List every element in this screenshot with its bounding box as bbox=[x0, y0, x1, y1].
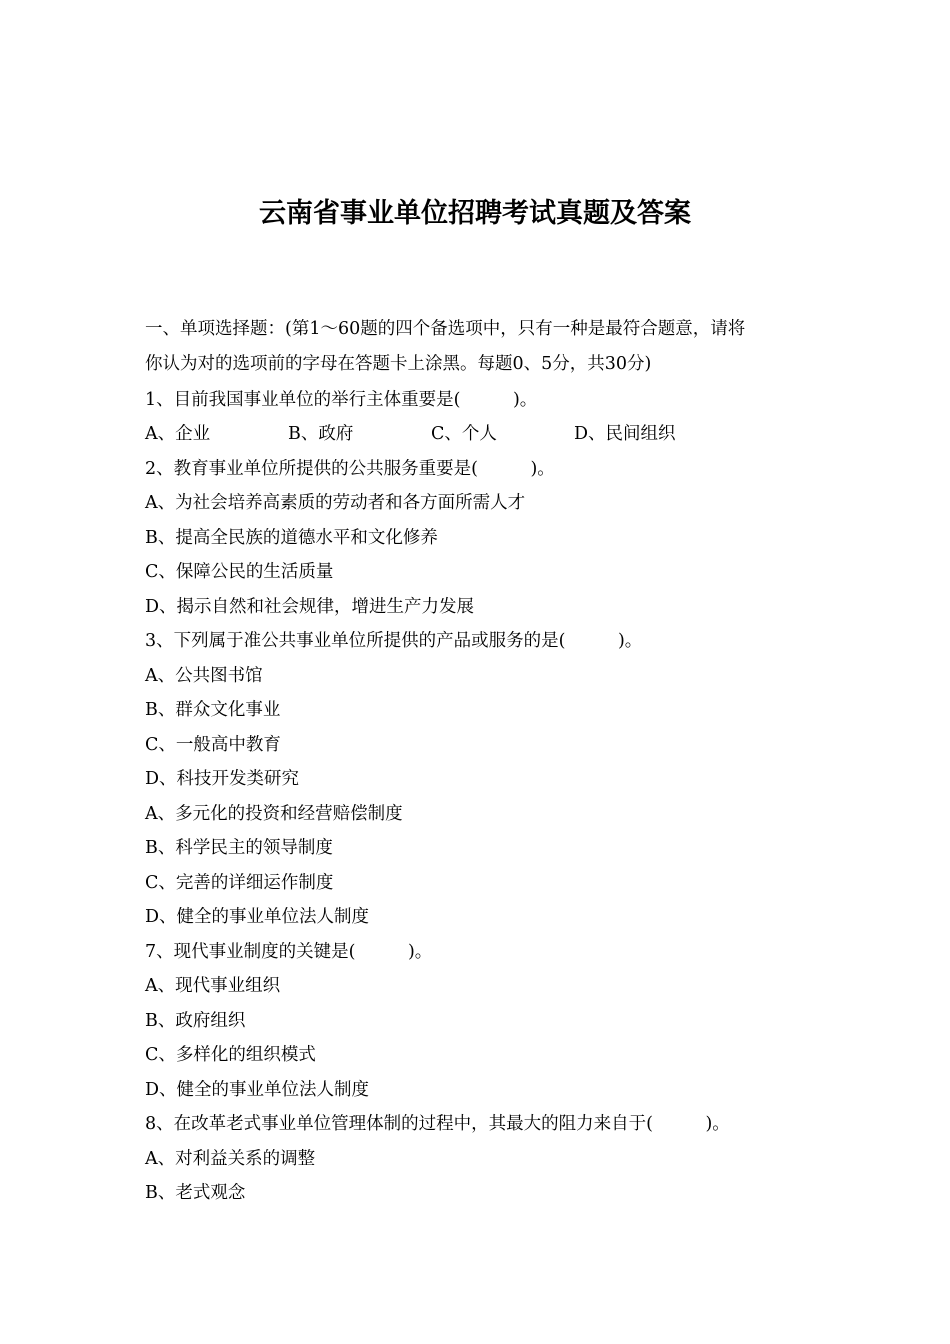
option-line: C、保障公民的生活质量 bbox=[145, 562, 334, 582]
option-line: A、公共图书馆 bbox=[145, 666, 263, 686]
question-7: 7、现代事业制度的关键是( )。 bbox=[145, 942, 433, 962]
question-2: 2、教育事业单位所提供的公共服务重要是( )。 bbox=[145, 459, 555, 479]
question-3: 3、下列属于准公共事业单位所提供的产品或服务的是( )。 bbox=[145, 631, 643, 651]
option-d: D、民间组织 bbox=[574, 424, 676, 444]
section-instructions-line-2: 你认为对的选项前的字母在答题卡上涂黑。每题0、5分，共30分) bbox=[145, 354, 652, 374]
option-line: D、健全的事业单位法人制度 bbox=[145, 1080, 370, 1100]
document-title: 云南省事业单位招聘考试真题及答案 bbox=[259, 198, 691, 229]
option-line: D、揭示自然和社会规律，增进生产力发展 bbox=[145, 597, 475, 617]
option-line: C、多样化的组织模式 bbox=[145, 1045, 316, 1065]
option-line: A、现代事业组织 bbox=[145, 976, 281, 996]
option-line: C、一般高中教育 bbox=[145, 735, 281, 755]
option-line: D、科技开发类研究 bbox=[145, 769, 300, 789]
question-8: 8、在改革老式事业单位管理体制的过程中，其最大的阻力来自于( )。 bbox=[145, 1114, 730, 1134]
option-b: B、政府 bbox=[288, 424, 354, 444]
option-line: A、对利益关系的调整 bbox=[145, 1149, 316, 1169]
option-c: C、个人 bbox=[431, 424, 497, 444]
option-line: B、科学民主的领导制度 bbox=[145, 838, 333, 858]
question-1: 1、目前我国事业单位的举行主体重要是( )。 bbox=[145, 390, 538, 410]
option-line: B、群众文化事业 bbox=[145, 700, 281, 720]
option-line: A、为社会培养高素质的劳动者和各方面所需人才 bbox=[145, 493, 526, 513]
option-line: B、老式观念 bbox=[145, 1183, 246, 1203]
option-line: B、提高全民族的道德水平和文化修养 bbox=[145, 528, 438, 548]
option-line: D、健全的事业单位法人制度 bbox=[145, 907, 370, 927]
option-line: A、多元化的投资和经营赔偿制度 bbox=[145, 804, 403, 824]
option-line: C、完善的详细运作制度 bbox=[145, 873, 334, 893]
option-line: B、政府组织 bbox=[145, 1011, 246, 1031]
option-a: A、企业 bbox=[145, 424, 211, 444]
section-instructions-line-1: 一、单项选择题：(第1～60题的四个备选项中，只有一种是最符合题意，请将 bbox=[145, 319, 746, 339]
question-1-options bbox=[145, 420, 676, 448]
